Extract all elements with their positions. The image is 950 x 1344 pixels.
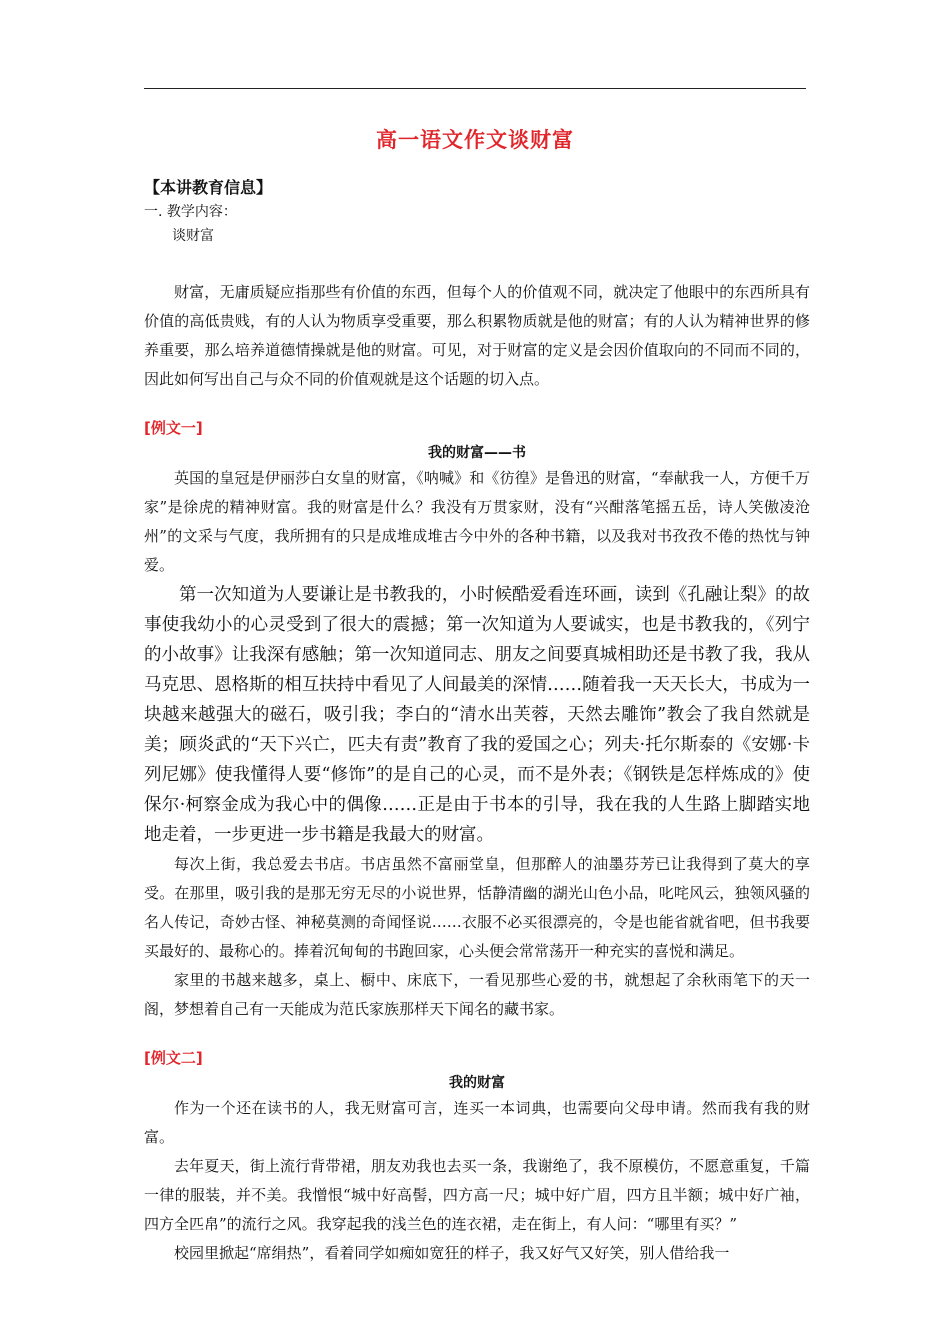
- example1-paragraph-1: 英国的皇冠是伊丽莎白女皇的财富，《呐喊》和《彷徨》是鲁迅的财富，“奉献我一人，方便千万家”是徐虎的精神财富。我的财富是什么？我没有万贯家财，没有“兴酣落笔摇五岳，诗人笑傲凌沧州”的文采与气度，我所拥有的只是成堆成堆古今中外的各种书籍，以及我对书孜孜不倦的热忱与钟爱。: [144, 469, 810, 574]
- outline-subject: 谈财富: [172, 228, 214, 244]
- example1-paragraph-2: 第一次知道为人要谦让是书教我的，小时候酷爱看连环画，读到《孔融让梨》的故事使我幼小的心灵受到了很大的震撼；第一次知道为人要诚实，也是书教我的，《列宁的小故事》让我深有感触；第一次知道同志、朋友之间要真城相助还是书教了我，我从马克思、恩格斯的相互扶持中看见了人间最美的深情……随着我一天天长大，书成为一块越来越强大的磁石，吸引我；李白的“清水出芙蓉，天然去雕饰”教会了我自然就是美；顾炎武的“天下兴亡，匹夫有责”教育了我的爱国之心；列夫·托尔斯泰的《安娜·卡列尼娜》使我懂得人要“修饰”的是自己的心灵，而不是外表；《钢铁是怎样炼成的》使保尔·柯察金成为我心中的偶像……正是由于书本的引导，我在我的人生路上脚踏实地地走着，一步更进一步书籍是我最大的财富。: [144, 585, 810, 845]
- example2-paragraph-3: 校园里掀起“席绢热”，看着同学如痴如宽狂的样子，我又好气又好笑，别人借给我一: [174, 1244, 730, 1262]
- example2-paragraph-1: 作为一个还在读书的人，我无财富可言，连买一本词典，也需要向父母申请。然而我有我的财富。: [144, 1099, 810, 1146]
- example2-title: 我的财富: [449, 1075, 505, 1091]
- info-heading: 【本讲教育信息】: [144, 178, 273, 197]
- document-title: 高一语文作文谈财富: [376, 128, 574, 152]
- intro-paragraph: 财富，无庸质疑应指那些有价值的东西，但每个人的价值观不同，就决定了他眼中的东西所具有价值的高低贵贱，有的人认为物质享受重要，那么积累物质就是他的财富；有的人认为精神世界的修养重要，那么培养道德情操就是他的财富。可见，对于财富的定义是会因价值取向的不同而不同的，因此如何写出自己与众不同的价值观就是这个话题的切入点。: [144, 283, 810, 388]
- example1-label: [例文一]: [144, 419, 203, 437]
- example1-title: 我的财富——书: [428, 445, 526, 461]
- example1-paragraph-4: 家里的书越来越多，桌上、橱中、床底下，一看见那些心爱的书，就想起了余秋雨笔下的天一阁，梦想着自己有一天能成为范氏家族那样天下闻名的藏书家。: [144, 971, 810, 1018]
- example2-label: [例文二]: [144, 1049, 203, 1067]
- header-rule: [144, 88, 806, 89]
- example1-paragraph-3: 每次上街，我总爱去书店。书店虽然不富丽堂皇，但那醉人的油墨芬芳已让我得到了莫大的享受。在那里，吸引我的是那无穷无尽的小说世界，恬静清幽的湖光山色小品，叱咤风云，独领风骚的名人传记，奇妙古怪、神秘莫测的奇闻怪说……衣服不必买很漂亮的，令是也能省就省吧，但书我要买最好的、最称心的。捧着沉甸甸的书跑回家，心头便会常常荡开一种充实的喜悦和满足。: [144, 855, 810, 960]
- outline-item: 一. 教学内容：: [144, 204, 237, 220]
- document-body: [144, 176, 810, 1268]
- example2-paragraph-2: 去年夏天，街上流行背带裙，朋友劝我也去买一条，我谢绝了，我不原模仿，不愿意重复，千篇一律的服装，并不美。我憎恨“城中好高髻，四方高一尺；城中好广眉，四方且半额；城中好广袖，四方全匹帛”的流行之风。我穿起我的浅兰色的连衣裙，走在街上，有人问：“哪里有买？”: [144, 1157, 810, 1233]
